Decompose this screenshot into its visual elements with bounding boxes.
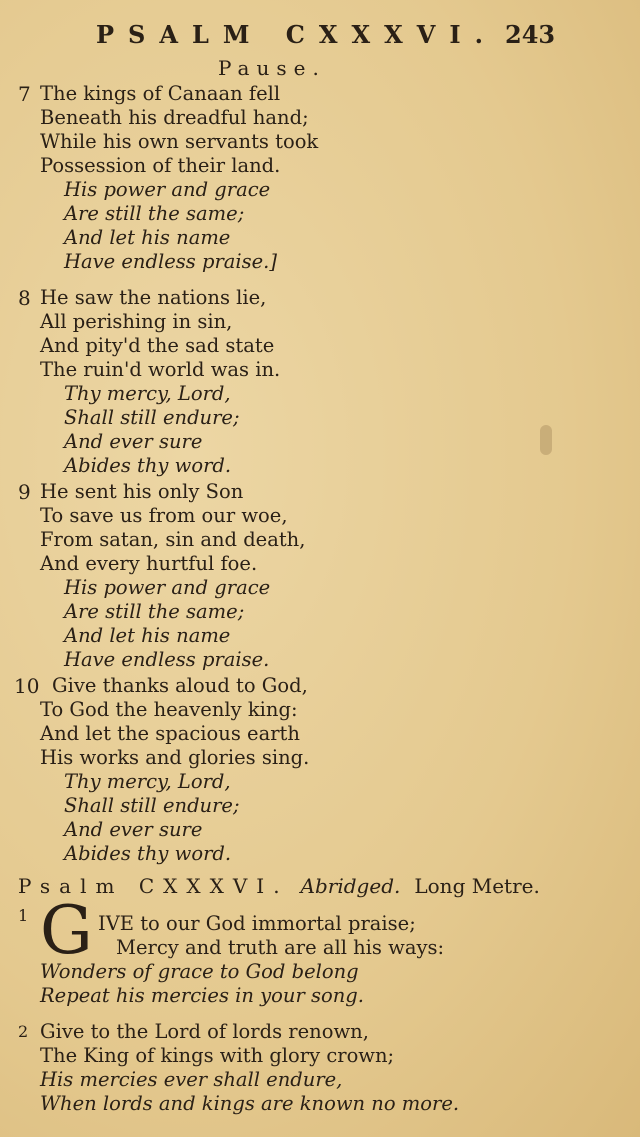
verse-line: The kings of Canaan fell [40, 82, 281, 105]
paper-stain [540, 425, 552, 455]
chorus-line: Thy mercy, Lord, [64, 382, 231, 405]
verse-line: To save us from our woe, [40, 504, 288, 527]
chorus-line: His power and grace [64, 576, 271, 599]
verse-number: 7 [18, 82, 31, 106]
chorus-line: Thy mercy, Lord, [64, 770, 231, 793]
verse-line-italic: Wonders of grace to God belong [40, 960, 359, 983]
chorus-line: Are still the same; [64, 600, 245, 623]
page-number: 243 [505, 20, 556, 49]
chorus-line: Have endless praise.] [64, 250, 277, 273]
chorus-line: And ever sure [64, 818, 203, 841]
chorus-line: Shall still endure; [64, 406, 240, 429]
chorus-line: Have endless praise. [64, 648, 270, 671]
verse-line: Beneath his dreadful hand; [40, 106, 309, 129]
verse-line: To God the heavenly king: [40, 698, 298, 721]
verse-line: IVE to our God immortal praise; [98, 912, 416, 935]
chorus-line: Abides thy word. [64, 842, 232, 865]
running-title: PSALM CXXXVI. [96, 20, 497, 49]
verse-line-italic: His mercies ever shall endure, [40, 1068, 343, 1091]
verse-line: Possession of their land. [40, 154, 281, 177]
verse-line: Mercy and truth are all his ways: [116, 936, 445, 959]
verse-line-italic: Repeat his mercies in your song. [40, 984, 364, 1007]
running-header [0, 18, 640, 52]
verse-number: 2 [18, 1022, 29, 1041]
verse-number: 9 [18, 480, 31, 504]
chorus-line: Are still the same; [64, 202, 245, 225]
verse-line: The King of kings with glory crown; [40, 1044, 395, 1067]
verse-line: From satan, sin and death, [40, 528, 306, 551]
verse-line: And let the spacious earth [40, 722, 300, 745]
verse-number: 1 [18, 906, 29, 925]
abridged-label: Abridged. [300, 874, 401, 898]
chorus-line: And ever sure [64, 430, 203, 453]
metre-label: Long Metre. [414, 874, 540, 898]
drop-cap: G [40, 892, 93, 969]
verse-number: 10 [14, 674, 40, 698]
psalm-subheading-title: Psalm CXXXVI. [18, 874, 289, 898]
verse-line: His works and glories sing. [40, 746, 310, 769]
chorus-line: And let his name [64, 226, 231, 249]
pause-label: Pause. [218, 56, 326, 80]
verse-line: He saw the nations lie, [40, 286, 267, 309]
chorus-line: Abides thy word. [64, 454, 232, 477]
verse-line: And pity'd the sad state [40, 334, 275, 357]
chorus-line: His power and grace [64, 178, 271, 201]
verse-line-italic: When lords and kings are known no more. [40, 1092, 460, 1115]
verse-line: He sent his only Son [40, 480, 244, 503]
chorus-line: And let his name [64, 624, 231, 647]
verse-line: Give to the Lord of lords renown, [40, 1020, 369, 1043]
verse-line: All perishing in sin, [40, 310, 233, 333]
psalm-subheading [18, 874, 540, 898]
verse-line: Give thanks aloud to God, [52, 674, 308, 697]
verse-line: While his own servants took [40, 130, 319, 153]
verse-line: And every hurtful foe. [40, 552, 258, 575]
verse-number: 8 [18, 286, 31, 310]
verse-line: The ruin'd world was in. [40, 358, 281, 381]
chorus-line: Shall still endure; [64, 794, 240, 817]
